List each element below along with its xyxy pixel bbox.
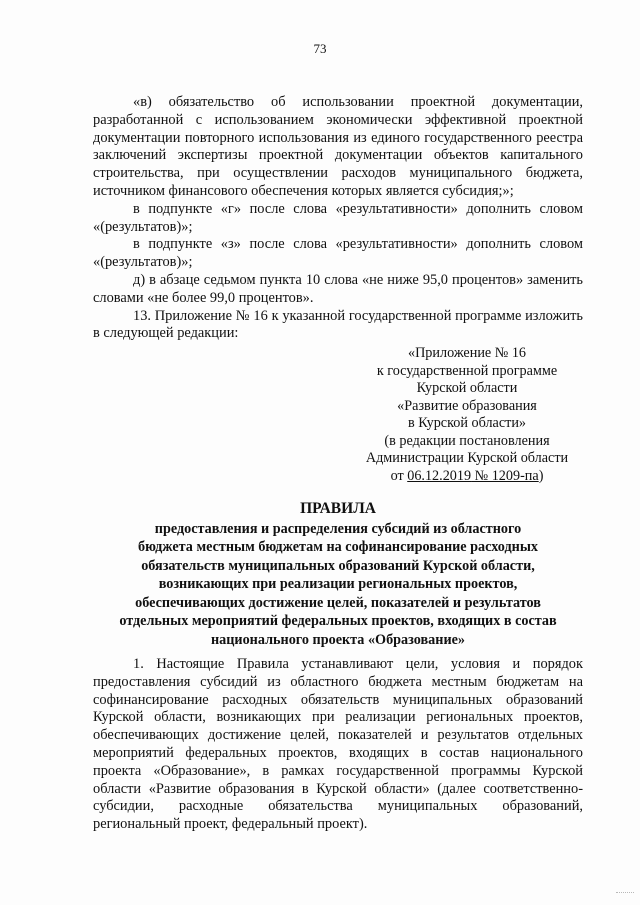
clause-1: 1. Настоящие Правила устанавливают цели, условия и порядок предоставления субсидий из областного бюджета местным бюджетам на софинансирование расходных обязательств муниципальных образований Курской области, возникающих при реализации региональных проектов, обеспечивающих достижение целей, показателей и результатов отдельных мероприятий федеральных проектов, входящих в состав национального проекта «Образование», в рамках государственной программы Курской области «Развитие образования в Курской области» (далее соответственно-субсидии, расходные обязательства муниципальных образований, региональный проект, федеральный проект). (93, 656, 583, 833)
paragraph-subclause-g: в подпункте «г» после слова «результативности» дополнить словом «(результатов)»; (93, 200, 583, 235)
amendment-text (93, 94, 583, 343)
closing-paren: ) (538, 467, 544, 484)
rules-heading (93, 500, 583, 649)
appendix-line: Администрации Курской области (365, 450, 569, 466)
appendix-line: «Приложение № 16 (407, 345, 527, 361)
resolution-date: 06.12.2019 (407, 467, 472, 484)
paragraph-obligation: «в) обязательство об использовании проектной документации, разработанной с использованием экономически эффективной проектной документации повторного использования из единого государственного реестра заключений экспертизы проектной документации объектов капитального строительства, при осуществлении расходов муниципального бюджета, источником финансового обеспечения которых является субсидия;»; (93, 94, 583, 199)
rules-subtitle-line: бюджета местным бюджетам на софинансирование расходных (137, 539, 539, 556)
paragraph-subclause-z: в подпункте «з» после слова «результативности» дополнить словом «(результатов)»; (93, 236, 583, 271)
appendix-line: «Развитие образования (397, 397, 537, 414)
appendix-heading (349, 345, 585, 485)
date-prefix: от (390, 467, 408, 484)
rules-subtitle-line: отдельных мероприятий федеральных проектов, входящих в состав (119, 613, 557, 630)
paragraph-item-13: 13. Приложение № 16 к указанной государственной программе изложить в следующей редакции: (93, 307, 583, 342)
rules-subtitle-line: обязательств муниципальных образований Курской области, (141, 557, 535, 574)
resolution-number: № 1209-па (471, 467, 539, 484)
rules-subtitle-line: возникающих при реализации региональных проектов, (158, 576, 518, 593)
rules-subtitle-line: национального проекта «Образование» (210, 631, 466, 648)
appendix-line: (в редакции постановления (384, 432, 550, 449)
rules-body (93, 656, 583, 834)
appendix-date-line (349, 468, 585, 486)
appendix-line: к государственной программе (376, 362, 558, 379)
rules-subtitle-line: предоставления и распределения субсидий из областного (154, 520, 522, 537)
paragraph-item-d: д) в абзаце седьмом пункта 10 слова «не ниже 95,0 процентов» заменить словами «не более 99,0 процентов». (93, 271, 583, 306)
appendix-line: Курской области (416, 380, 518, 396)
appendix-line: в Курской области» (407, 415, 527, 431)
rules-subtitle-line: обеспечивающих достижение целей, показателей и результатов (135, 594, 541, 611)
page-number: 73 (313, 41, 327, 56)
rules-title: ПРАВИЛА (300, 500, 376, 517)
scan-artifact (616, 892, 634, 899)
